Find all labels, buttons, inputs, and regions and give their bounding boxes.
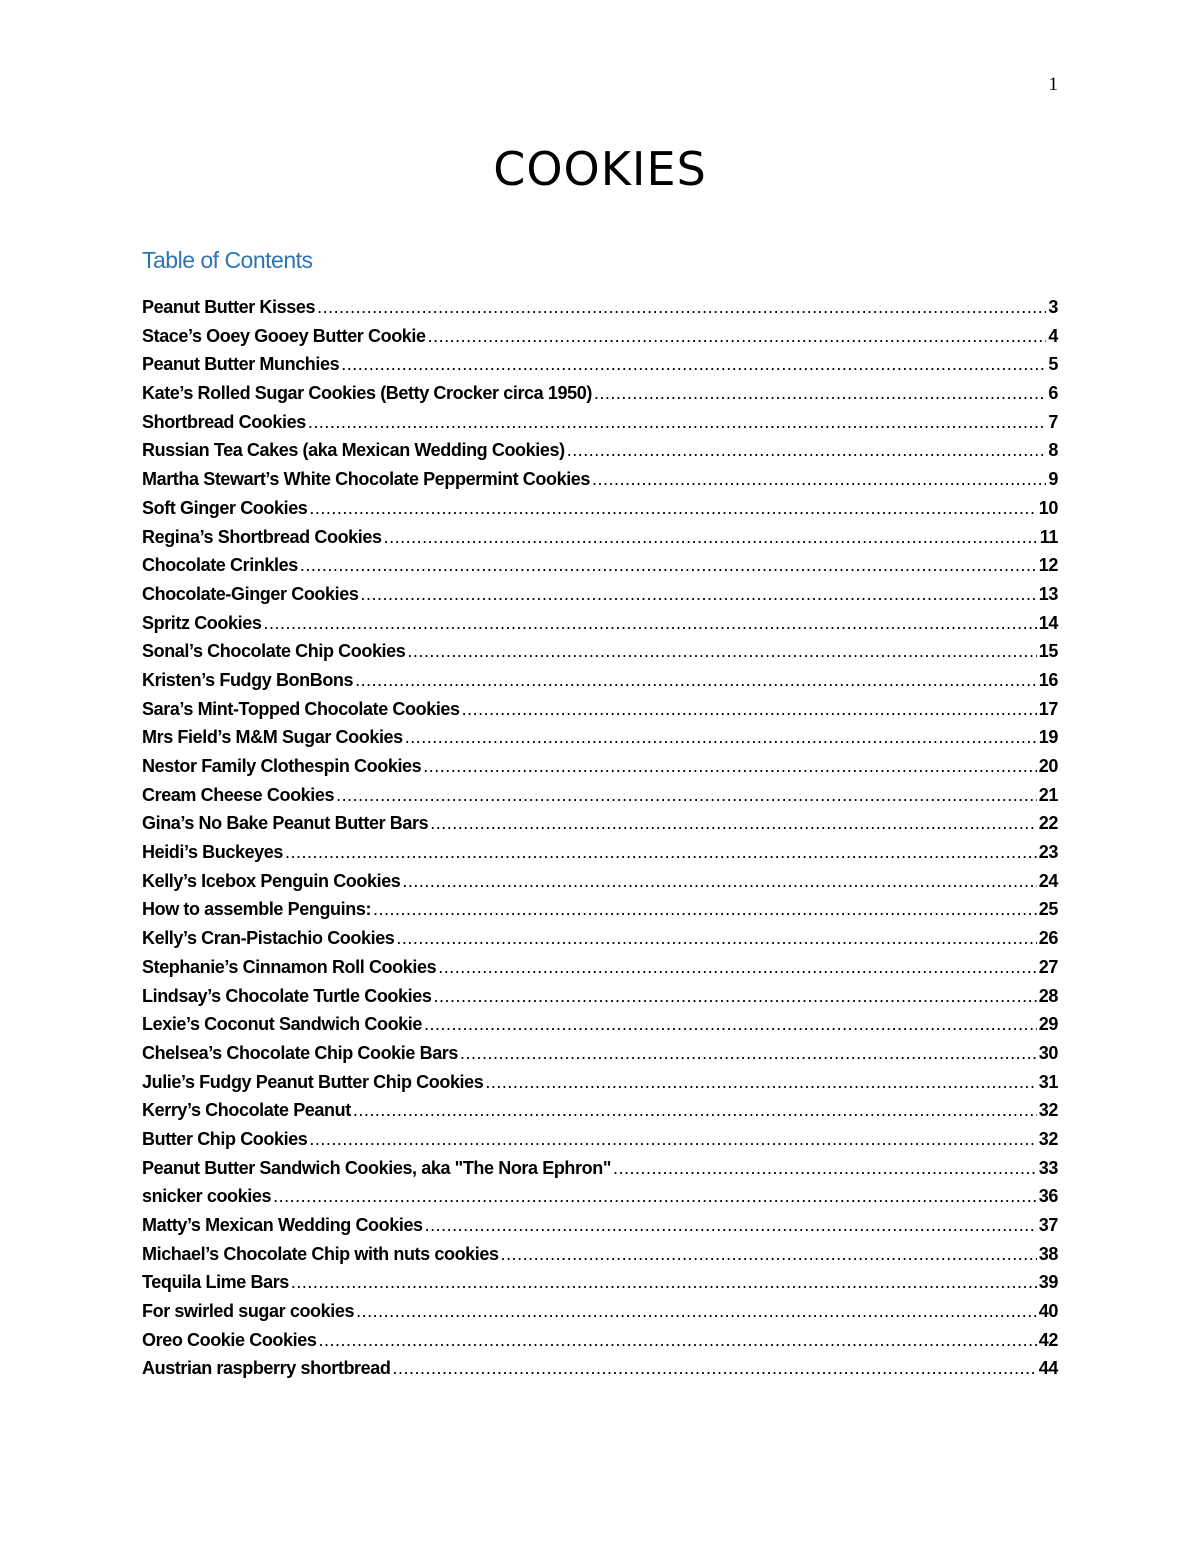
toc-entry-title[interactable]: Soft Ginger Cookies — [142, 497, 308, 518]
toc-entry-title[interactable]: Gina’s No Bake Peanut Butter Bars — [142, 813, 429, 834]
toc-entry-page-number[interactable]: 32 — [1038, 1100, 1058, 1121]
document-title: COOKIES — [493, 142, 707, 196]
toc-entry-title[interactable]: Butter Chip Cookies — [142, 1128, 308, 1149]
toc-dot-leader — [392, 1358, 1036, 1379]
toc-heading: Table of Contents — [142, 247, 313, 273]
toc-entry[interactable] — [142, 699, 1058, 728]
toc-entry[interactable] — [142, 1129, 1058, 1158]
toc-dot-leader — [263, 613, 1036, 634]
toc-entry-title[interactable]: Peanut Butter Munchies — [142, 354, 340, 375]
toc-dot-leader — [438, 957, 1037, 978]
toc-entry[interactable] — [142, 871, 1058, 900]
toc-entry-title[interactable]: Stace’s Ooey Gooey Butter Cookie — [142, 325, 426, 346]
toc-entry-page-number[interactable]: 4 — [1048, 325, 1058, 346]
toc-entry-title[interactable]: Regina’s Shortbread Cookies — [142, 526, 382, 547]
toc-dot-leader — [360, 584, 1036, 605]
toc-entry-page-number[interactable]: 13 — [1038, 583, 1058, 604]
toc-entry-page-number[interactable]: 40 — [1038, 1301, 1058, 1322]
toc-entry[interactable] — [142, 1072, 1058, 1101]
toc-entry-page-number[interactable]: 33 — [1038, 1157, 1058, 1178]
toc-dot-leader — [317, 297, 1046, 318]
toc-entry-page-number[interactable]: 23 — [1038, 842, 1058, 863]
toc-entry-page-number[interactable]: 44 — [1038, 1358, 1058, 1379]
toc-entry[interactable] — [142, 354, 1058, 383]
toc-entry-page-number[interactable]: 19 — [1038, 727, 1058, 748]
toc-entry-page-number[interactable]: 28 — [1038, 985, 1058, 1006]
toc-entry-title[interactable]: Lindsay’s Chocolate Turtle Cookies — [142, 985, 432, 1006]
toc-dot-leader — [402, 871, 1036, 892]
toc-entry[interactable] — [142, 498, 1058, 527]
toc-dot-leader — [309, 498, 1036, 519]
toc-entry-title[interactable]: Kelly’s Cran-Pistachio Cookies — [142, 928, 395, 949]
toc-dot-leader — [273, 1186, 1037, 1207]
toc-entry-title[interactable]: Stephanie’s Cinnamon Roll Cookies — [142, 956, 437, 977]
toc-dot-leader — [460, 1043, 1037, 1064]
toc-entry-page-number[interactable]: 42 — [1038, 1329, 1058, 1350]
toc-entry-page-number[interactable]: 29 — [1038, 1014, 1058, 1035]
toc-entry-title[interactable]: Sara’s Mint-Topped Chocolate Cookies — [142, 698, 460, 719]
toc-entry-title[interactable]: Kate’s Rolled Sugar Cookies (Betty Crocker circa 1950) — [142, 383, 592, 404]
toc-entry-page-number[interactable]: 20 — [1038, 756, 1058, 776]
toc-dot-leader — [396, 928, 1036, 949]
toc-entry-page-number[interactable]: 22 — [1038, 813, 1058, 834]
toc-entry-page-number[interactable]: 31 — [1038, 1071, 1058, 1092]
toc-entry-title[interactable]: Tequila Lime Bars — [142, 1272, 289, 1293]
toc-dot-leader — [462, 699, 1037, 720]
toc-entry[interactable] — [142, 1272, 1058, 1301]
toc-entry-title[interactable]: Shortbread Cookies — [142, 411, 306, 432]
toc-entry-title[interactable]: How to assemble Penguins: — [142, 899, 372, 920]
toc-entry-title[interactable]: snicker cookies — [142, 1186, 272, 1207]
toc-entry[interactable] — [142, 1100, 1058, 1129]
toc-entry-title[interactable]: Martha Stewart’s White Chocolate Peppermint Cookies — [142, 469, 591, 490]
toc-entry[interactable] — [142, 383, 1058, 412]
toc-entry-page-number[interactable]: 9 — [1048, 469, 1058, 490]
toc-dot-leader — [308, 412, 1047, 433]
toc-entry-title[interactable]: Austrian raspberry shortbread — [142, 1358, 391, 1379]
toc-dot-leader — [567, 440, 1047, 461]
toc-entry[interactable] — [142, 1014, 1058, 1043]
toc-entry-title[interactable]: Nestor Family Clothespin Cookies — [142, 756, 422, 776]
toc-dot-leader — [594, 383, 1046, 404]
toc-dot-leader — [384, 527, 1038, 548]
toc-entry[interactable] — [142, 899, 1058, 928]
toc-entry-title[interactable]: Sonal’s Chocolate Chip Cookies — [142, 641, 406, 662]
toc-dot-leader — [430, 813, 1037, 834]
toc-entry-page-number[interactable]: 21 — [1038, 784, 1058, 805]
toc-entry[interactable] — [142, 785, 1058, 814]
toc-entry-page-number[interactable]: 39 — [1038, 1272, 1058, 1293]
toc-entry-page-number[interactable]: 37 — [1038, 1215, 1058, 1235]
toc-dot-leader — [423, 756, 1037, 777]
toc-dot-leader — [356, 1301, 1037, 1322]
toc-dot-leader — [613, 1158, 1037, 1179]
toc-entry[interactable] — [142, 440, 1058, 469]
toc-entry-page-number[interactable]: 8 — [1048, 440, 1058, 461]
toc-entry-title[interactable]: Michael’s Chocolate Chip with nuts cookies — [142, 1243, 499, 1264]
toc-entry-page-number[interactable]: 7 — [1048, 411, 1058, 432]
toc-entry[interactable] — [142, 584, 1058, 613]
toc-entry-title[interactable]: Oreo Cookie Cookies — [142, 1329, 317, 1350]
toc-entry-page-number[interactable]: 5 — [1048, 354, 1058, 375]
toc-dot-leader — [592, 469, 1046, 490]
toc-entry[interactable] — [142, 1244, 1058, 1273]
toc-entry[interactable] — [142, 727, 1058, 756]
toc-entry[interactable] — [142, 326, 1058, 355]
toc-entry-page-number[interactable]: 25 — [1038, 899, 1058, 920]
toc-dot-leader — [353, 1100, 1037, 1121]
toc-entry-page-number[interactable]: 10 — [1038, 497, 1058, 518]
toc-dot-leader — [300, 555, 1037, 576]
toc-entry[interactable] — [142, 928, 1058, 957]
toc-dot-leader — [407, 641, 1036, 662]
toc-entry[interactable] — [142, 1158, 1058, 1187]
toc-dot-leader — [309, 1129, 1036, 1150]
toc-dot-leader — [425, 1215, 1037, 1236]
toc-entry[interactable] — [142, 986, 1058, 1015]
toc-entry[interactable] — [142, 555, 1058, 584]
toc-entry[interactable] — [142, 1215, 1058, 1244]
table-of-contents — [142, 297, 1058, 1387]
toc-entry-page-number[interactable]: 17 — [1038, 698, 1058, 719]
toc-entry-title[interactable]: Kerry’s Chocolate Peanut — [142, 1100, 351, 1121]
toc-entry[interactable] — [142, 412, 1058, 441]
toc-entry-title[interactable]: Peanut Butter Sandwich Cookies, aka "The Nora Ephron" — [142, 1157, 611, 1178]
toc-dot-leader — [318, 1330, 1036, 1351]
toc-entry-title[interactable]: Lexie’s Coconut Sandwich Cookie — [142, 1014, 422, 1035]
toc-entry-page-number[interactable]: 32 — [1038, 1128, 1058, 1149]
toc-entry[interactable] — [142, 756, 1058, 785]
toc-entry-page-number[interactable]: 14 — [1038, 612, 1058, 633]
toc-entry[interactable] — [142, 613, 1058, 642]
toc-entry-title[interactable]: Chocolate-Ginger Cookies — [142, 583, 359, 604]
toc-entry-page-number[interactable]: 38 — [1038, 1243, 1058, 1264]
toc-entry-page-number[interactable]: 11 — [1039, 526, 1058, 547]
toc-entry[interactable] — [142, 527, 1058, 556]
page-number: 1 — [1048, 74, 1058, 95]
toc-entry[interactable] — [142, 641, 1058, 670]
toc-entry-page-number[interactable]: 26 — [1038, 928, 1058, 949]
toc-entry-page-number[interactable]: 27 — [1038, 956, 1058, 977]
toc-entry-title[interactable]: Cream Cheese Cookies — [142, 784, 335, 805]
toc-entry-title[interactable]: Russian Tea Cakes (aka Mexican Wedding Cookies) — [142, 440, 565, 461]
toc-entry-page-number[interactable]: 6 — [1048, 383, 1058, 404]
toc-entry-page-number[interactable]: 15 — [1038, 641, 1058, 662]
toc-entry[interactable] — [142, 813, 1058, 842]
toc-entry[interactable] — [142, 842, 1058, 871]
toc-dot-leader — [336, 785, 1037, 806]
toc-dot-leader — [424, 1014, 1037, 1035]
toc-entry-title[interactable]: For swirled sugar cookies — [142, 1301, 355, 1322]
toc-entry-page-number[interactable]: 16 — [1038, 669, 1058, 690]
toc-entry-page-number[interactable]: 3 — [1048, 297, 1058, 317]
toc-entry[interactable] — [142, 297, 1058, 326]
toc-entry-page-number[interactable]: 12 — [1038, 555, 1058, 576]
toc-entry-title[interactable]: Kristen’s Fudgy BonBons — [142, 669, 354, 690]
toc-entry[interactable] — [142, 1330, 1058, 1359]
toc-dot-leader — [433, 986, 1036, 1007]
toc-entry[interactable] — [142, 1043, 1058, 1072]
toc-entry-title[interactable]: Heidi’s Buckeyes — [142, 842, 284, 863]
toc-dot-leader — [501, 1244, 1037, 1265]
toc-dot-leader — [355, 670, 1037, 691]
toc-dot-leader — [428, 326, 1047, 347]
toc-entry[interactable] — [142, 469, 1058, 498]
toc-entry[interactable] — [142, 670, 1058, 699]
toc-entry-title[interactable]: Kelly’s Icebox Penguin Cookies — [142, 870, 401, 891]
toc-entry-page-number[interactable]: 24 — [1038, 870, 1058, 891]
toc-dot-leader — [405, 727, 1037, 748]
toc-entry[interactable] — [142, 957, 1058, 986]
toc-dot-leader — [373, 899, 1037, 920]
toc-dot-leader — [291, 1272, 1037, 1293]
toc-entry-title[interactable]: Spritz Cookies — [142, 612, 262, 633]
toc-dot-leader — [341, 354, 1046, 375]
toc-entry-title[interactable]: Matty’s Mexican Wedding Cookies — [142, 1215, 423, 1235]
toc-entry-title[interactable]: Chelsea’s Chocolate Chip Cookie Bars — [142, 1042, 459, 1063]
toc-entry-title[interactable]: Peanut Butter Kisses — [142, 297, 316, 317]
toc-entry-title[interactable]: Mrs Field’s M&M Sugar Cookies — [142, 727, 403, 748]
toc-entry[interactable] — [142, 1358, 1058, 1387]
toc-dot-leader — [485, 1072, 1036, 1093]
toc-entry-page-number[interactable]: 30 — [1038, 1042, 1058, 1063]
toc-entry-title[interactable]: Chocolate Crinkles — [142, 555, 298, 576]
toc-entry[interactable] — [142, 1186, 1058, 1215]
toc-entry-page-number[interactable]: 36 — [1038, 1186, 1058, 1207]
toc-dot-leader — [285, 842, 1037, 863]
toc-entry-title[interactable]: Julie’s Fudgy Peanut Butter Chip Cookies — [142, 1071, 484, 1092]
toc-entry[interactable] — [142, 1301, 1058, 1330]
